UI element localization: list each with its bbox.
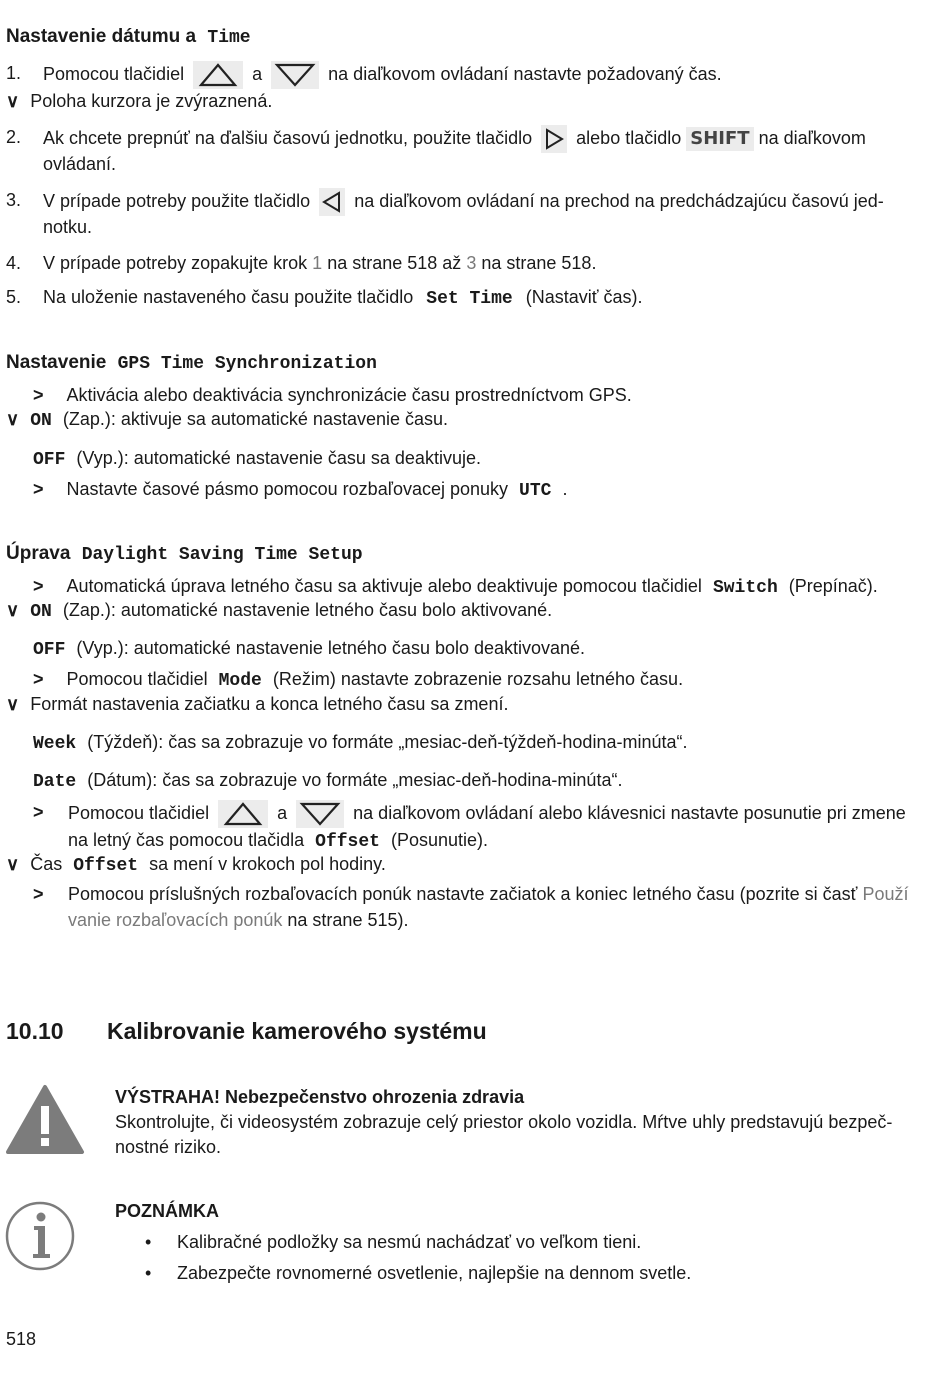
mode-button-label: Mode [218, 671, 262, 691]
dst-action-1: > Automatická úprava letného času sa aktivuje alebo deaktivuje pomocou tlačidiel Switch (Prepínač). [33, 576, 878, 598]
gps-off-result: OFF (Vyp.): automatické nastavenie času sa deaktivuje. [33, 448, 481, 470]
note-item: • Kalibračné podložky sa nesmú nachádzať vo veľkom tieni. [145, 1232, 642, 1252]
note-item: • Zabezpečte rovnomerné osvetlenie, najlepšie na dennom svetle. [145, 1263, 692, 1283]
heading-gps-sync: Nastavenie GPS Time Synchronization [6, 352, 377, 374]
warning-triangle-icon [5, 1084, 85, 1156]
warning-text-line1: Skontrolujte, či videosystém zobrazuje celý priestor okolo vozidla. Mŕtve uhly predstavujú bezpeč- [115, 1112, 893, 1132]
right-key-icon [541, 125, 567, 153]
left-key-icon [319, 188, 345, 216]
dst-date-format: Date (Dátum): čas sa zobrazuje vo formáte „mesiac-deň-hodina-minúta“. [33, 770, 623, 792]
info-icon [4, 1200, 76, 1272]
dst-action-3: > Pomocou tlačidiel a na diaľkovom ovládaní alebo klávesnici nastavte posunutie pri zmene na letný čas pomocou tlačidla Offset (Posunutie). [33, 802, 906, 852]
dropdown-usage-link[interactable]: Použí [862, 884, 909, 904]
heading-daylight-saving: Úprava Daylight Saving Time Setup [6, 543, 363, 565]
note-title: POZNÁMKA [115, 1201, 219, 1221]
heading-date-time: Nastavenie dátumu a Time [6, 26, 251, 48]
dropdown-usage-link-cont[interactable]: vanie rozbaľovacích ponúk [68, 910, 283, 930]
dst-week-format: Week (Týždeň): čas sa zobrazuje vo formáte „mesiac-deň-týždeň-hodina-minúta“. [33, 732, 688, 754]
dst-on-result: ∨ ON (Zap.): automatické nastavenie letného času bolo aktivované. [6, 600, 553, 622]
warning-title: VÝSTRAHA! Nebezpečenstvo ohrozenia zdravia [115, 1087, 525, 1107]
up-key-icon [193, 61, 243, 89]
switch-button-label: Switch [712, 578, 778, 598]
step-3: 3. V prípade potreby použite tlačidlo na diaľkovom ovládaní na prechod na predchádzajúcu časovú jed- notku. [6, 190, 884, 237]
warning-text-line2: nostné riziko. [115, 1137, 222, 1157]
step-2: 2. Ak chcete prepnúť na ďalšiu časovú jednotku, použite tlačidlo alebo tlačidlo SHIFT na diaľkovom ovládaní. [6, 127, 866, 174]
dst-action-2: > Pomocou tlačidiel Mode (Režim) nastavte zobrazenie rozsahu letného času. [33, 669, 684, 691]
step-1-link[interactable]: 1 [312, 253, 323, 273]
set-time-button-label: Set Time [426, 289, 513, 309]
dst-action-4: > Pomocou príslušných rozbaľovacích ponúk nastavte začiatok a koniec letného času (pozrite si časť Použí vanie rozbaľovacích ponúk na strane 515). [33, 884, 909, 930]
dst-off-result: OFF (Vyp.): automatické nastavenie letného času bolo deaktivované. [33, 638, 586, 660]
result-1: ∨ Poloha kurzora je zvýraznená. [6, 91, 273, 111]
down-key-icon [271, 61, 319, 89]
offset-button-label: Offset [315, 832, 380, 852]
dst-offset-result: ∨ Čas Offset sa mení v krokoch pol hodiny. [6, 854, 386, 876]
step-3-link[interactable]: 3 [466, 253, 477, 273]
gps-action-2: > Nastavte časové pásmo pomocou rozbaľovacej ponuky UTC . [33, 479, 568, 501]
up-key-icon [218, 800, 268, 828]
down-key-icon [296, 800, 344, 828]
utc-dropdown-label: UTC [519, 481, 552, 501]
page-number: 518 [6, 1329, 37, 1349]
shift-key: SHIFT [686, 127, 753, 151]
gps-on-result: ∨ ON (Zap.): aktivuje sa automatické nastavenie času. [6, 409, 449, 431]
dst-format-result: ∨ Formát nastavenia začiatku a konca letného času sa zmení. [6, 694, 509, 714]
gps-action-1: > Aktivácia alebo deaktivácia synchronizácie času prostredníctvom GPS. [33, 385, 632, 405]
section-heading: 10.10 Kalibrovanie kamerového systému [6, 1018, 487, 1044]
